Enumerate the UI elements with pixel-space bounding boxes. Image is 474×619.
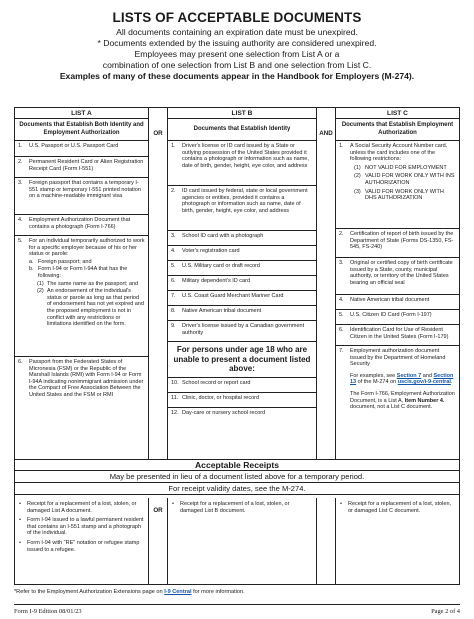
page-number: Page 2 of 4	[431, 608, 460, 615]
list-b-item: 3. School ID card with a photograph	[168, 231, 316, 246]
list-b-column	[167, 108, 317, 459]
intro	[14, 27, 460, 82]
m274-reference: For examples, see Section 7 and Section 13 of the M-274 on uscis.gov/i-9-central.	[350, 372, 454, 386]
page-title: LISTS OF ACCEPTABLE DOCUMENTS	[112, 10, 362, 25]
list-c-item: 2. Certification of report of birth issued by the Department of State (Forms DS-1350, FS-545, FS-240)	[336, 229, 459, 258]
list-c-item: 6. Identification Card for Use of Resident Citizen in the United States (Form I-179)	[336, 325, 459, 346]
list-b-item: 5. U.S. Military card or draft record	[168, 261, 316, 276]
list-b-item: 1. Driver's license or ID card issued by a State or outlying possession of the United States provided it contains a photograph or information such as name, date of birth, gender, height, eye color, and address	[168, 141, 316, 186]
or-divider: OR	[153, 130, 163, 137]
list-a-item: 2. Permanent Resident Card or Alien Registration Receipt Card (Form I-551)	[15, 157, 148, 178]
intro-line: Employees may present one selection from List A or a	[134, 49, 340, 59]
form-edition: Form I-9 Edition 08/01/23	[14, 608, 82, 615]
list-c-header: LIST C	[336, 108, 459, 119]
list-b-item: 4. Voter's registration card	[168, 246, 316, 261]
list-c-item: 1. A Social Security Account Number card, unless the card includes one of the following restrictions: (1) NOT VALID FOR EMPLOYMENT (2) VALID FOR WORK ONLY WITH INS AUTHORIZATION (3) VALID FOR WORK ONLY WITH DHS AUTHORIZATION	[336, 141, 459, 229]
form-page	[14, 6, 460, 615]
intro-line: combination of one selection from List B and one selection from List C.	[102, 60, 372, 70]
list-b-item: 9. Driver's license issued by a Canadian government authority	[168, 321, 316, 342]
i9-central-footnote-link[interactable]: I-9 Central	[164, 589, 192, 595]
acceptable-receipts	[14, 460, 460, 585]
list-c-item: 5. U.S. Citizen ID Card (Form I-197)	[336, 310, 459, 325]
i766-note: The Form I-766, Employment Authorization Document, is a List A, Item Number 4. document, not a List C document.	[350, 390, 455, 411]
list-c-column	[335, 108, 459, 459]
under-18-heading: For persons under age 18 who are unable to present a document listed above:	[168, 342, 316, 378]
list-a-subheader: Documents that Establish Both Identity and Employment Authorization	[15, 119, 148, 141]
intro-line: * Documents extended by the issuing authority are considered unexpired.	[97, 38, 377, 48]
and-divider: AND	[319, 130, 333, 137]
i9-central-link[interactable]: uscis.gov/i-9-central	[397, 379, 451, 386]
footer-divider	[14, 604, 460, 605]
list-b-item: 6. Military dependent's ID card	[168, 276, 316, 291]
document-lists-table	[14, 107, 460, 460]
list-b-item: 11. Clinic, doctor, or hospital record	[168, 393, 316, 408]
list-b-item: 7. U.S. Coast Guard Merchant Mariner Card	[168, 291, 316, 306]
receipts-list-c: • Receipt for a replacement of a lost, stolen, or damaged List C document.	[335, 498, 459, 584]
list-a-item: 5. For an individual temporarily authorized to work for a specific employer because of his or her status or parole: a. Foreign passport; and b. Form I-94 or Form I-94A that has the following: (1) The same name as the passport; and (2) An endorsement of the individual's status or parole as long as that period of endorsement has not yet expired and the proposed employment is not in conflict with any restrictions or limitations identified on the form.	[15, 236, 148, 357]
list-b-header: LIST B	[168, 108, 316, 119]
list-a-item: 4. Employment Authorization Document that contains a photograph (Form I-766)	[15, 215, 148, 236]
receipts-line: May be presented in lieu of a document listed above for a temporary period.	[15, 471, 459, 483]
list-b-item: 10. School record or report card	[168, 378, 316, 393]
list-b-item: 8. Native American tribal document	[168, 306, 316, 321]
receipts-list-a: • Receipt for a replacement of a lost, stolen, or damaged List A document. • Form I-94 issued to a lawful permanent resident that contains an I-551 stamp and a photograph of the individual. • Form I-94 with "RE" notation or refugee stamp issued to a refugee.	[15, 498, 149, 584]
list-b-subheader: Documents that Establish Identity	[168, 119, 316, 141]
section-13-link[interactable]: Section 13	[350, 372, 454, 386]
list-c-item: 7. Employment authorization document issued by the Department of Homeland Security For examples, see Section 7 and Section 13 of the M-274 on uscis.gov/i-9-central. The Form I-766, Employment Authorization Document, is a List A, Item Number 4. document, not a List C document.	[339, 348, 455, 411]
list-a-header: LIST A	[15, 108, 148, 119]
section-7-link[interactable]: Section 7	[396, 372, 422, 379]
list-a-item: 6. Passport from the Federated States of Micronesia (FSM) or the Republic of the Marshall Islands (RMI) with Form I-94 or Form I-94A indicating nonimmigrant admission under the Compact of Free Association Between the United States and the FSM or RMI	[18, 359, 144, 398]
list-c-subheader: Documents that Establish Employment Authorization	[336, 119, 459, 141]
footnote: *Refer to the Employment Authorization Extensions page on I-9 Central for more information.	[14, 589, 245, 595]
or-divider: OR	[153, 507, 163, 514]
list-a-item: 3. Foreign passport that contains a temporary I-551 stamp or temporary I-551 printed notation on a machine-readable immigrant visa	[15, 178, 148, 215]
intro-line: All documents containing an expiration date must be unexpired.	[116, 27, 358, 37]
list-b-item: 12. Day-care or nursery school record	[171, 409, 266, 416]
intro-line-bold: Examples of many of these documents appear in the Handbook for Employers (M-274).	[59, 71, 415, 81]
list-c-item: 3. Original or certified copy of birth certificate issued by a State, county, municipal authority, or territory of the United States bearing an official seal	[336, 258, 459, 295]
list-a-column	[15, 108, 149, 459]
receipts-title: Acceptable Receipts	[15, 460, 459, 471]
list-a-item: 1. U.S. Passport or U.S. Passport Card	[15, 141, 148, 157]
receipts-line: For receipt validity dates, see the M-274.	[15, 483, 459, 495]
receipts-list-b: • Receipt for a replacement of a lost, stolen, or damaged List B document.	[167, 498, 317, 584]
list-c-item: 4. Native American tribal document	[336, 295, 459, 310]
list-b-item: 2. ID card issued by federal, state or local government agencies or entities, provided it contains a photograph or information such as name, date of birth, gender, height, eye color, and address	[168, 186, 316, 231]
